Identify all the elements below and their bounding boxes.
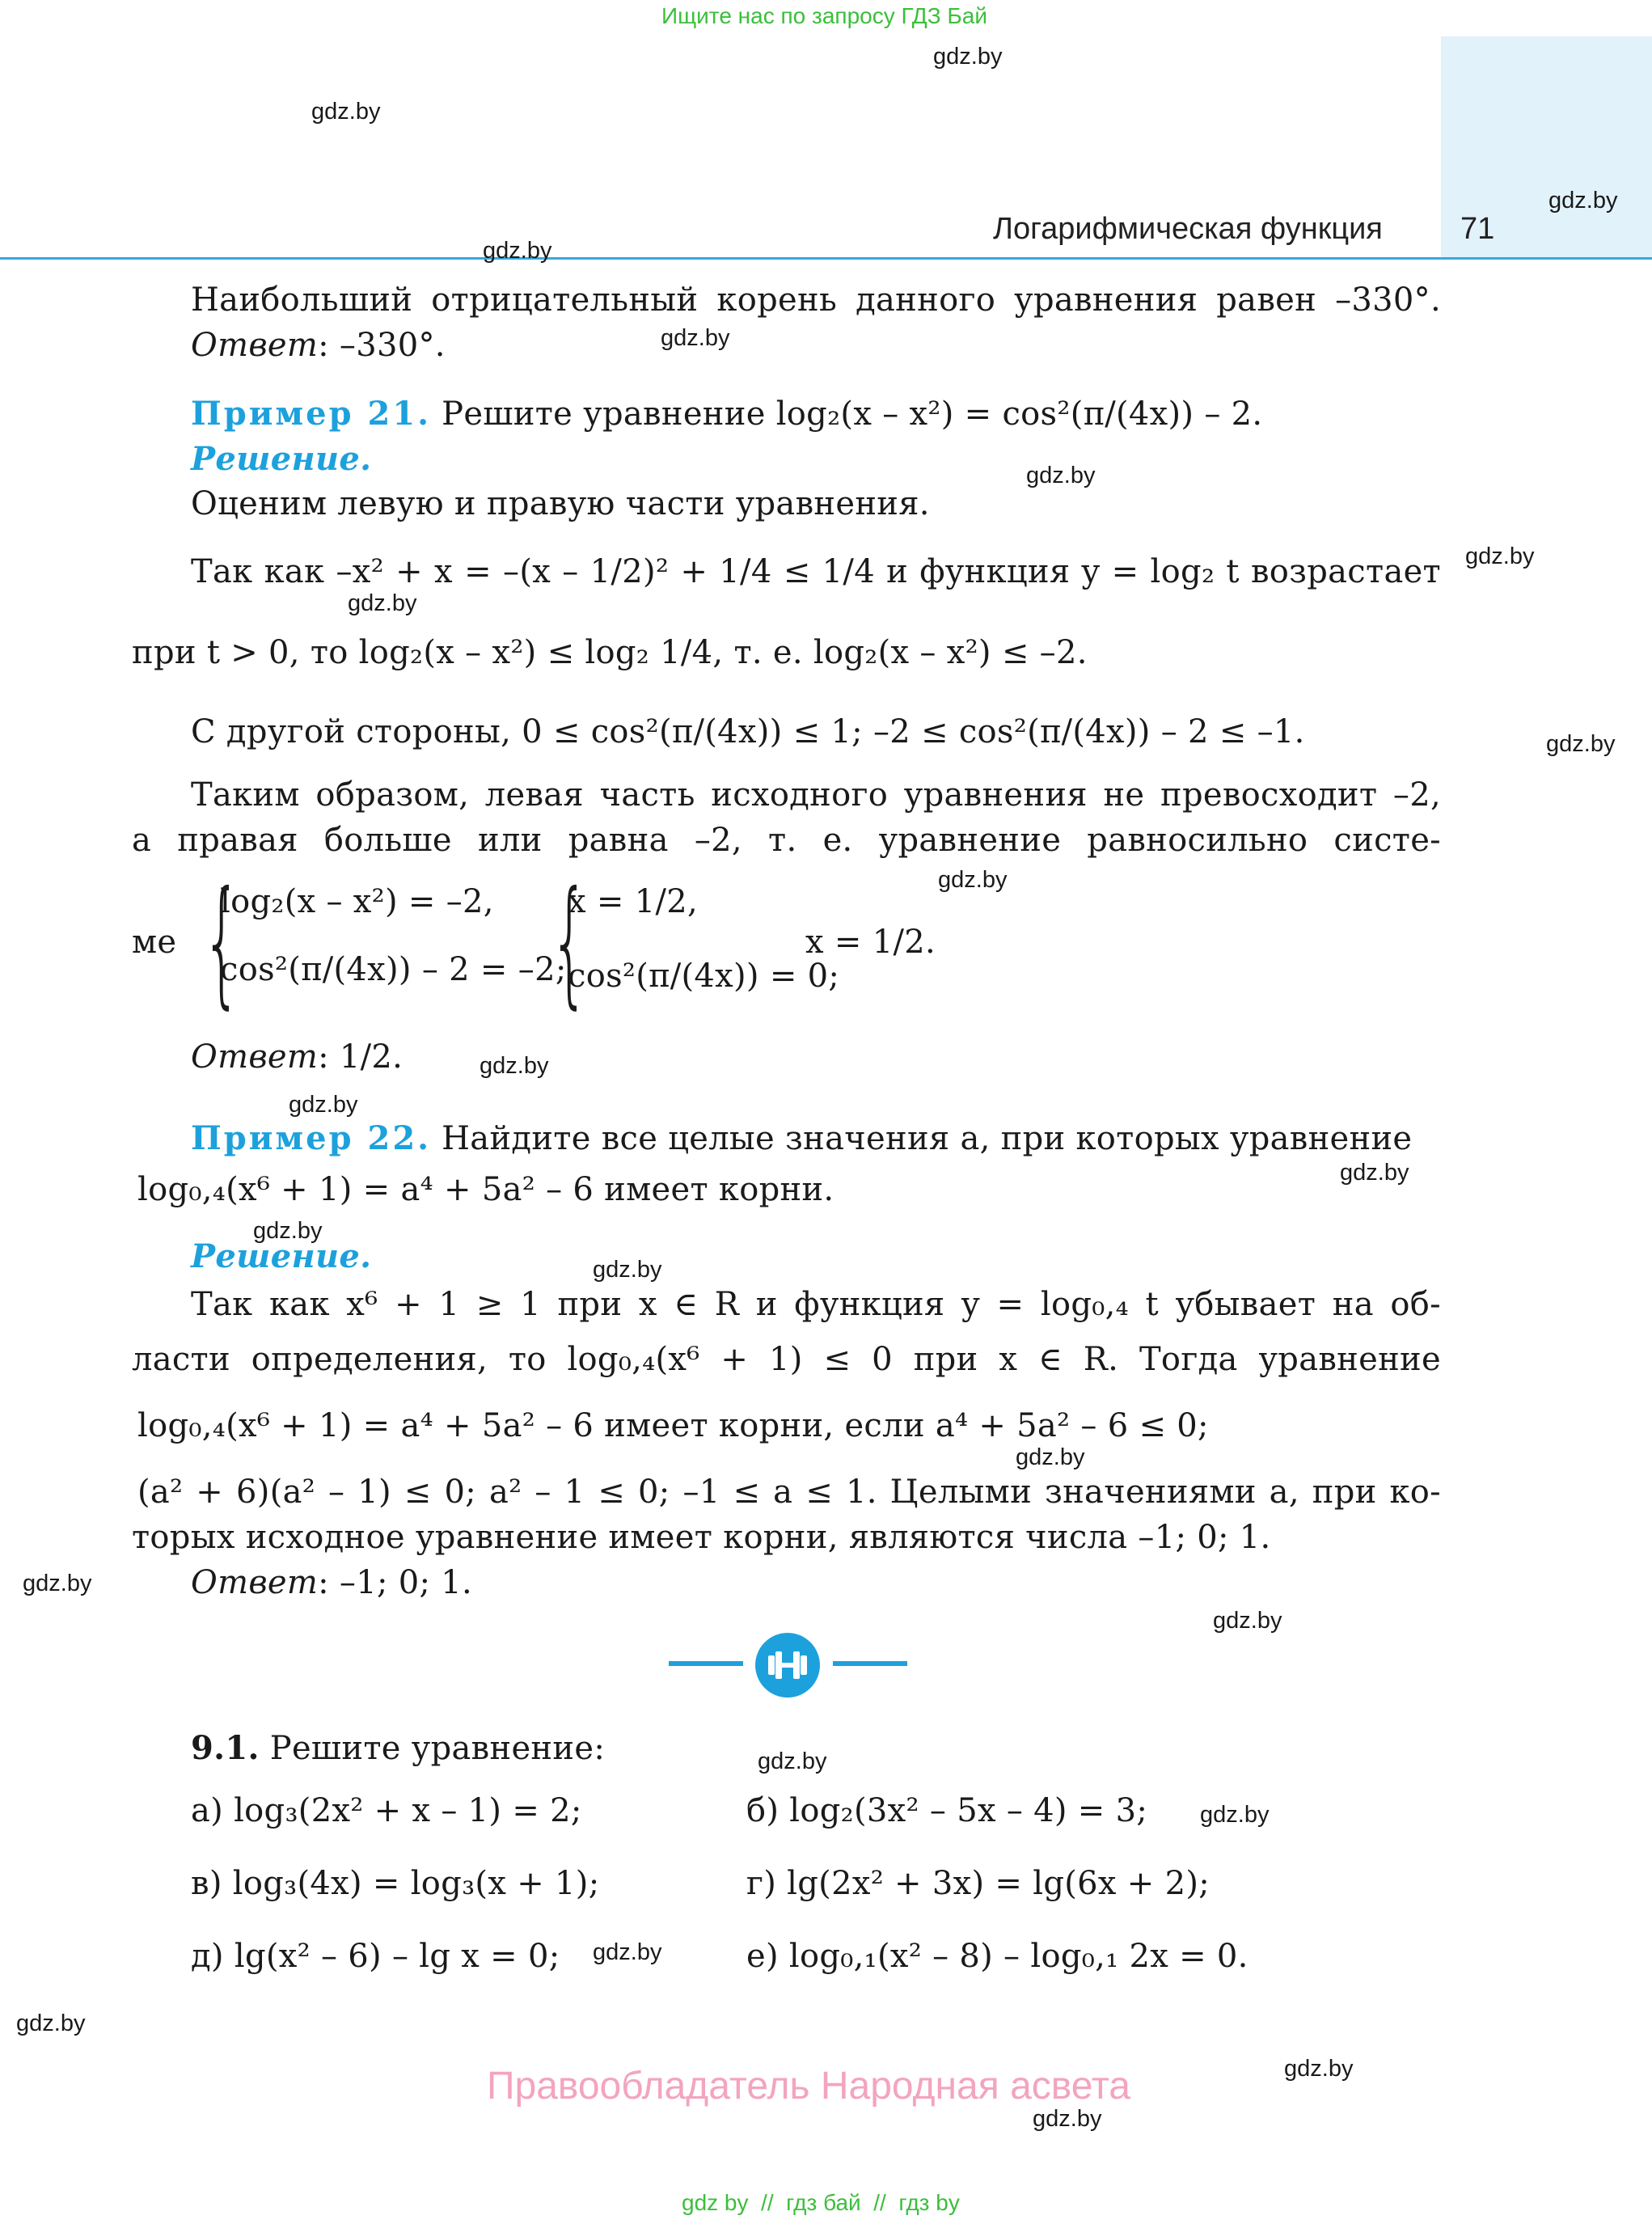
answer-label: Ответ — [191, 327, 319, 364]
watermark: gdz.by — [661, 325, 730, 351]
answer-label: Ответ — [191, 1564, 319, 1601]
running-head-title: Логарифмическая функция — [993, 212, 1383, 246]
watermark: gdz.by — [253, 1218, 323, 1244]
dumbbell-icon — [754, 1632, 821, 1698]
exercise-item: е) log₀,₁(x² – 8) – log₀,₁ 2x = 0. — [746, 1938, 1249, 1975]
system-row: cos²(π/(4x)) – 2 = –2; — [220, 951, 567, 988]
body-line: при t > 0, то log₂(x – x²) ≤ log₂ 1/4, т. е. log₂(x – x²) ≤ –2. — [132, 634, 1088, 671]
body-line: Оценим левую и правую части уравнения. — [191, 485, 930, 522]
exercise-item: г) lg(2x² + 3x) = lg(6x + 2); — [746, 1865, 1210, 1902]
watermark: gdz.by — [480, 1053, 549, 1079]
body-line: Так как –x² + x = –(x – 1/2)² + 1/4 ≤ 1/4 и функция y = log₂ t возрастает — [191, 553, 1441, 590]
answer-line — [191, 1038, 403, 1076]
watermark: gdz.by — [348, 590, 417, 616]
body-line: (a² + 6)(a² – 1) ≤ 0; a² – 1 ≤ 0; –1 ≤ a ≤ 1. Целыми значениями a, при ко- — [137, 1474, 1441, 1511]
exercise-number: 9.1. — [191, 1729, 260, 1767]
watermark: gdz.by — [1284, 2056, 1354, 2082]
system-row: x = 1/2, — [568, 883, 698, 920]
example-label: Пример 21. — [191, 395, 432, 433]
watermark: gdz.by — [593, 1257, 662, 1283]
watermark: gdz.by — [1200, 1802, 1270, 1828]
exercise-item: а) log₃(2x² + x – 1) = 2; — [191, 1792, 582, 1829]
system-result: x = 1/2. — [805, 924, 936, 961]
watermark: gdz.by — [1340, 1160, 1409, 1186]
watermark: gdz.by — [1213, 1608, 1282, 1634]
example-22 — [191, 1119, 1412, 1157]
body-line: торых исходное уравнение имеет корни, являются числа –1; 0; 1. — [132, 1519, 1271, 1556]
system-row: log₂(x – x²) = –2, — [220, 883, 494, 920]
bottom-links[interactable]: gdz by // гдз бай // гдз by — [682, 2190, 960, 2215]
top-banner-text[interactable]: Ищите нас по запросу ГДЗ Бай — [661, 3, 988, 28]
body-line: а правая больше или равна –2, т. е. уравнение равносильно систе- — [132, 822, 1441, 859]
exercise-item: б) log₂(3x² – 5x – 4) = 3; — [746, 1792, 1148, 1829]
answer-value: : –330°. — [318, 327, 446, 364]
example-text: Решите уравнение log₂(x – x²) = cos²(π/(4x)) – 2. — [442, 395, 1263, 433]
solution-label: Решение. — [191, 440, 372, 478]
left-brace-icon: { — [202, 862, 242, 1022]
watermark: gdz.by — [1016, 1444, 1085, 1470]
body-line: Таким образом, левая часть исходного уравнения не превосходит –2, — [191, 776, 1441, 814]
body-line: log₀,₄(x⁶ + 1) = a⁴ + 5a² – 6 имеет корни, если a⁴ + 5a² – 6 ≤ 0; — [137, 1407, 1209, 1444]
example-21 — [191, 395, 1262, 433]
answer-value: : –1; 0; 1. — [318, 1564, 473, 1601]
example-label: Пример 22. — [191, 1119, 432, 1157]
body-line: Наибольший отрицательный корень данного уравнения равен –330°. — [191, 281, 1441, 319]
watermark: gdz.by — [483, 238, 552, 264]
watermark: gdz.by — [938, 867, 1008, 893]
watermark: gdz.by — [289, 1092, 358, 1118]
answer-label: Ответ — [191, 1038, 319, 1076]
body-line: log₀,₄(x⁶ + 1) = a⁴ + 5a² – 6 имеет корни. — [137, 1171, 834, 1208]
watermark: gdz.by — [933, 44, 1003, 70]
divider-line-left — [669, 1661, 743, 1666]
body-line: ме — [132, 924, 177, 961]
answer-line — [191, 1564, 472, 1601]
watermark: gdz.by — [1465, 543, 1535, 569]
exercise-item: д) lg(x² – 6) – lg x = 0; — [191, 1938, 560, 1975]
header-rule — [0, 257, 1652, 260]
watermark: gdz.by — [1033, 2106, 1102, 2132]
answer-value: : 1/2. — [318, 1038, 403, 1076]
left-brace-icon: { — [550, 862, 589, 1022]
body-line: Так как x⁶ + 1 ≥ 1 при x ∈ R и функция y = log₀,₄ t убывает на об- — [191, 1286, 1441, 1323]
body-line: С другой стороны, 0 ≤ cos²(π/(4x)) ≤ 1; –2 ≤ cos²(π/(4x)) – 2 ≤ –1. — [191, 713, 1305, 750]
exercise-title — [191, 1729, 605, 1767]
watermark: gdz.by — [1026, 463, 1096, 488]
answer-line — [191, 327, 446, 364]
exercise-prompt: Решите уравнение: — [269, 1730, 606, 1767]
system-row: cos²(π/(4x)) = 0; — [568, 958, 840, 995]
watermark: gdz.by — [593, 1939, 662, 1965]
watermark: gdz.by — [311, 99, 381, 125]
example-text: Найдите все целые значения a, при которых уравнение — [442, 1120, 1413, 1157]
copyright-notice: Правообладатель Народная асвета — [487, 2065, 1130, 2108]
watermark: gdz.by — [758, 1748, 827, 1774]
watermark: gdz.by — [1548, 188, 1618, 214]
solution-label: Решение. — [191, 1237, 372, 1275]
watermark: gdz.by — [16, 2010, 86, 2036]
body-line: ласти определения, то log₀,₄(x⁶ + 1) ≤ 0 при x ∈ R. Тогда уравнение — [132, 1341, 1441, 1378]
page-number: 71 — [1460, 212, 1495, 246]
watermark: gdz.by — [1546, 731, 1616, 757]
exercise-item: в) log₃(4x) = log₃(x + 1); — [191, 1865, 600, 1902]
divider-line-right — [833, 1661, 907, 1666]
watermark: gdz.by — [23, 1571, 92, 1596]
